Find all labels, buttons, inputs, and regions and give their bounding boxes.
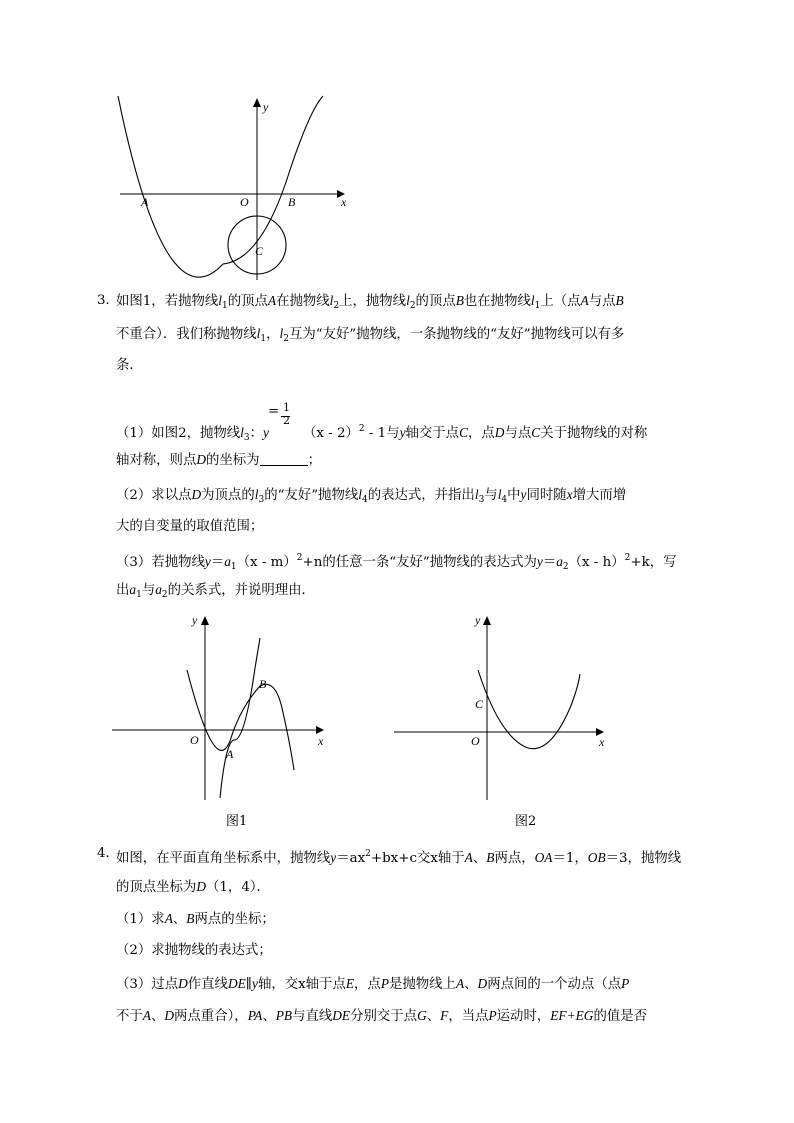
fig1-parabola-l1 xyxy=(187,670,294,770)
q4-number: 4． xyxy=(97,846,119,861)
top-parabola xyxy=(118,96,323,277)
q4-sub2: （2）求抛物线的表达式； xyxy=(116,943,272,958)
top-label-O: O xyxy=(240,195,249,209)
top-figure xyxy=(0,0,794,290)
fig1-caption: 图1 xyxy=(226,814,248,829)
q3-number: 3． xyxy=(97,293,119,308)
fig2-label-x: x xyxy=(599,735,605,749)
q3-sub1-line1: （1）如图2，抛物线$l_3$：y （x - 2）$^2$ - 1与y轴交于点C，点D与点C关于抛物线的对称 xyxy=(116,424,648,443)
fig1-parabola-l2 xyxy=(220,638,260,798)
fig2-y-arrow xyxy=(483,616,491,625)
fig2-parabola-l3 xyxy=(478,670,580,749)
q3-frac-den: 2 xyxy=(283,414,290,427)
q3-sub3-line2: 出$a_1$与$a_2$的关系式，并说明理由． xyxy=(116,582,315,600)
q3-sub2-line2: 大的自变量的取值范围； xyxy=(116,519,264,534)
q3-sub2-line1: （2）求以点D为顶点的$l_3$的“友好”抛物线$l_4$的表达式，并指出$l_3$与$l_4$中y同时随x增大而增 xyxy=(116,487,627,505)
figure-1 xyxy=(110,608,340,808)
fig1-label-A: A xyxy=(226,747,234,761)
q4-sub3-line2: 不于A、D两点重合），PA、PB与直线DE分别交于点G、F，当点P运动时，EF+EG的值是否 xyxy=(116,1008,648,1024)
fig1-x-arrow xyxy=(316,726,324,734)
top-label-A: A xyxy=(141,195,149,209)
top-label-B: B xyxy=(288,195,296,209)
fig1-label-y: y xyxy=(192,613,198,627)
top-label-y: y xyxy=(263,100,269,114)
fig2-caption: 图2 xyxy=(515,814,537,829)
q4-line2: 的顶点坐标为D（1，4）． xyxy=(116,879,270,895)
q3-line2: 不重合）．我们称抛物线$l_1$，$l_2$互为“友好”抛物线，一条抛物线的“友好”抛物线可以有多 xyxy=(116,326,625,344)
fig1-label-x: x xyxy=(318,734,324,748)
fig1-label-O: O xyxy=(190,733,199,747)
q3-sub1-line2: 轴对称，则点D的坐标为 ； xyxy=(116,452,321,468)
fig1-y-arrow xyxy=(201,616,209,625)
q3-sub3-line1: （3）若抛物线$y=a_1(x - m)^2+n$的任意一条“友好”抛物线的表达式为$y=a_2(x - h)^2+k$，写 xyxy=(116,553,677,572)
top-label-C: C xyxy=(255,244,264,258)
q3-line3: 条． xyxy=(116,358,143,373)
q4-line1: 如图，在平面直角坐标系中，抛物线$y=ax^2+bx+c$交x轴于A、B两点，OA＝1，OB＝3，抛物线 xyxy=(116,849,682,866)
q4-sub1: （1）求A、B两点的坐标； xyxy=(116,911,275,927)
q3-line1: 如图1，若抛物线$l_1$的顶点A在抛物线$l_2$上，抛物线$l_2$的顶点B也在抛物线$l_1$上（点A与点B xyxy=(116,293,624,311)
fig2-label-y: y xyxy=(475,613,481,627)
q3-frac-num: 1 xyxy=(283,401,290,414)
fig1-label-B: B xyxy=(259,677,267,691)
answer-blank xyxy=(260,453,308,466)
q3-eq-sign: = xyxy=(268,404,280,419)
fig2-label-C: C xyxy=(475,697,484,711)
fig2-label-O: O xyxy=(471,734,480,748)
figure-2 xyxy=(390,608,620,808)
top-label-x: x xyxy=(341,195,347,209)
q4-sub3-line1: （3）过点D作直线DE∥y轴，交x轴于点E，点P是抛物线上A、D两点间的一个动点（点P xyxy=(116,976,630,992)
top-y-arrow xyxy=(253,98,261,107)
